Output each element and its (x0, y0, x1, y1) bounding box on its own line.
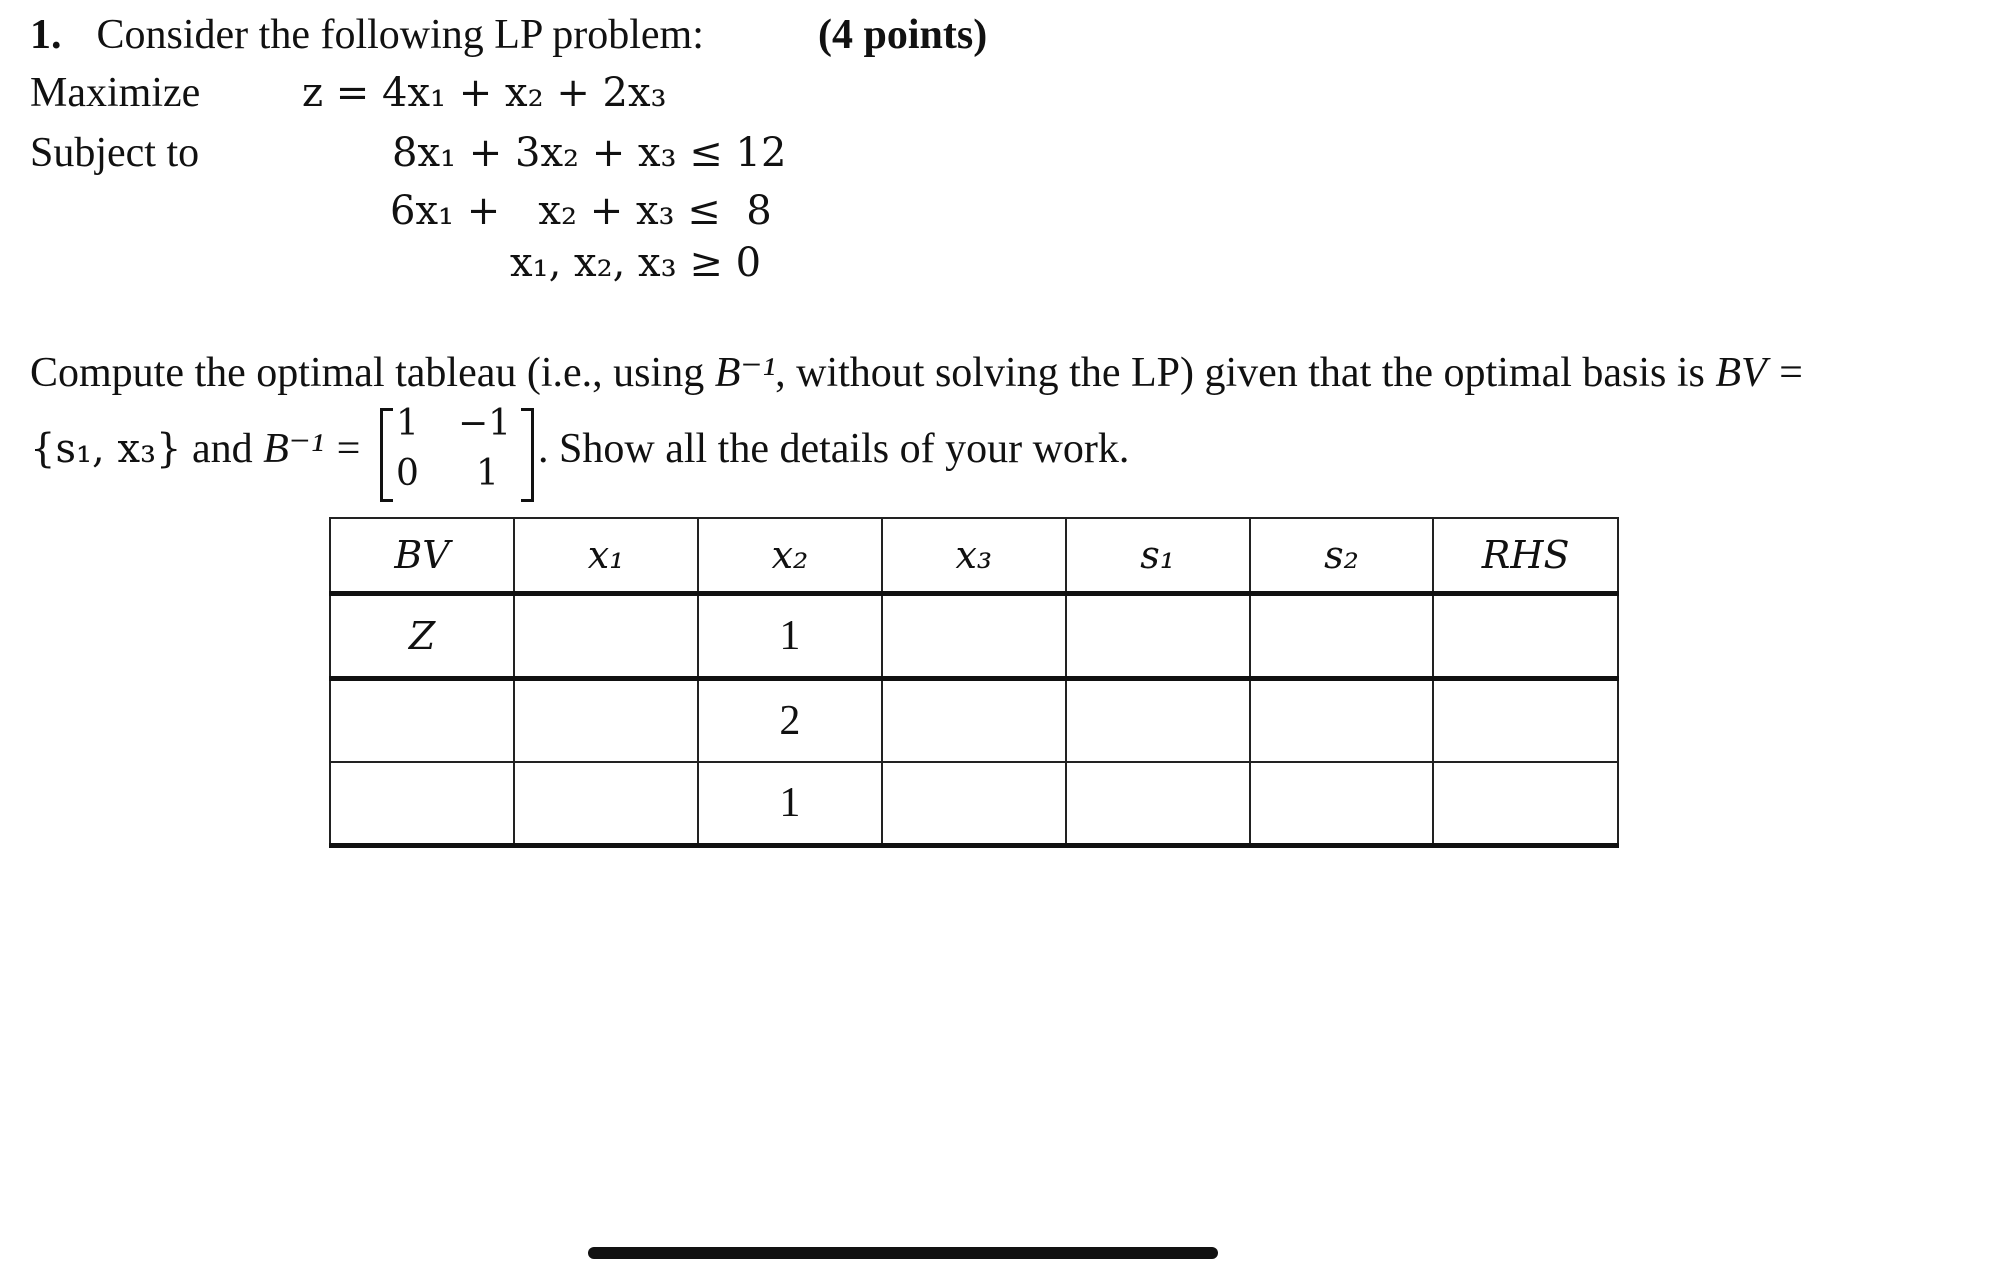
left-bracket (380, 408, 393, 502)
cell-r3-x1 (514, 762, 698, 846)
basis-set: {s₁, x₃} (30, 426, 182, 472)
cell-z-s2 (1250, 594, 1434, 679)
show-work-text: . Show all the details of your work. (538, 426, 1130, 472)
cell-r3-s1 (1066, 762, 1250, 846)
constraint-1: 8x₁ + 3x₂ + x₃ ≤ 12 (392, 130, 787, 176)
cell-r2-s2 (1250, 679, 1434, 763)
header-x1: x₁ (514, 518, 698, 594)
cell-r3-bv (330, 762, 514, 846)
home-indicator[interactable] (588, 1247, 1218, 1259)
header-rhs: RHS (1433, 518, 1618, 594)
cell-r3-rhs (1433, 762, 1618, 846)
points-label: (4 points) (818, 12, 988, 58)
tableau-header-row (330, 518, 1618, 594)
b-inverse-matrix (380, 404, 540, 500)
cell-r2-s1 (1066, 679, 1250, 763)
question-header (30, 10, 704, 60)
cell-r2-x1 (514, 679, 698, 763)
header-x3: x₃ (882, 518, 1066, 594)
cell-r3-x3 (882, 762, 1066, 846)
question-number: 1. (30, 12, 62, 58)
instructions-text-a: Compute the optimal tableau (i.e., using (30, 350, 715, 396)
instructions-text-b: , without solving the LP) given that the optimal basis is (775, 350, 1716, 396)
right-bracket (521, 408, 534, 502)
cell-z-x3 (882, 594, 1066, 679)
b-inverse-symbol: B⁻¹ (714, 350, 776, 396)
matrix-cell-1-1: 1 (396, 403, 419, 444)
b-inverse-equals: B⁻¹ = (263, 426, 363, 472)
and-word: and (181, 426, 264, 472)
cell-r2-x3 (882, 679, 1066, 763)
maximize-label: Maximize (30, 70, 201, 116)
cell-r3-s2 (1250, 762, 1434, 846)
matrix-cell-2-2: 1 (476, 453, 499, 494)
cell-z-bv: Z (330, 594, 514, 679)
header-x2: x₂ (698, 518, 882, 594)
subject-to-label: Subject to (30, 130, 200, 176)
header-s2: s₂ (1250, 518, 1434, 594)
header-s1: s₁ (1066, 518, 1250, 594)
nonnegativity-constraint: x₁, x₂, x₃ ≥ 0 (510, 240, 762, 286)
question-prompt: Consider the following LP problem: (96, 12, 704, 58)
cell-r3-x2: 1 (698, 762, 882, 846)
matrix-cell-2-1: 0 (396, 453, 419, 494)
cell-z-rhs (1433, 594, 1618, 679)
header-bv: BV (330, 518, 514, 594)
optimal-tableau (329, 517, 1619, 848)
cell-r2-bv (330, 679, 514, 763)
cell-z-x2: 1 (698, 594, 882, 679)
cell-z-x1 (514, 594, 698, 679)
tableau-z-row (330, 594, 1618, 679)
cell-r2-x2: 2 (698, 679, 882, 763)
tableau-row-2 (330, 679, 1618, 763)
bv-equals-symbol: BV = (1715, 350, 1805, 396)
cell-z-s1 (1066, 594, 1250, 679)
matrix-cell-1-2: −1 (458, 403, 512, 444)
cell-r2-rhs (1433, 679, 1618, 763)
objective-function: z = 4x₁ + x₂ + 2x₃ (302, 70, 667, 116)
constraint-2: 6x₁ + x₂ + x₃ ≤ 8 (390, 188, 772, 234)
instructions-line-1 (30, 348, 1805, 398)
tableau-row-3 (330, 762, 1618, 846)
basis-set-line (30, 424, 362, 474)
